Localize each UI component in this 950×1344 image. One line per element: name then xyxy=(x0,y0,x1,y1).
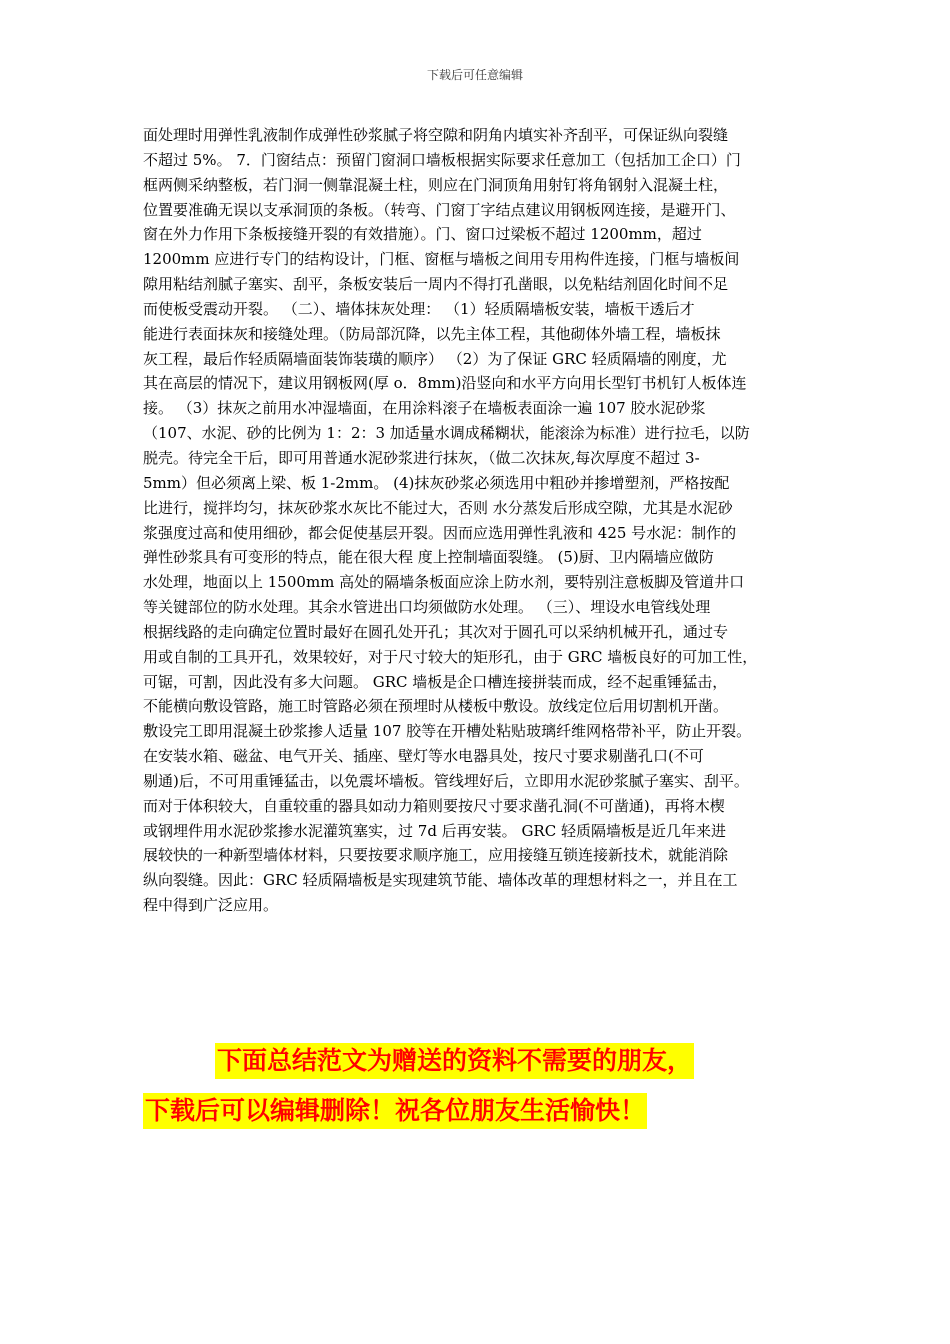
text-line: 可锯，可割，因此没有多大问题。 GRC 墙板是企口槽连接拼装而成，经不起重锤猛击， xyxy=(143,672,728,691)
text-line: 浆强度过高和使用细砂，都会促使基层开裂。因而应选用弹性乳液和 425 号水泥：制作的 xyxy=(143,523,737,542)
text-line: 面处理时用弹性乳液制作成弹性砂浆腻子将空隙和阴角内填实补齐刮平，可保证纵向裂缝 xyxy=(143,126,729,144)
body-text xyxy=(143,123,815,918)
text-line: 5mm）但必须离上梁、板 1-2mm。 (4)抹灰砂浆必须选用中粗砂并掺增塑剂，严格按配 xyxy=(143,473,730,492)
text-line: 或钢埋件用水泥砂浆掺水泥灌筑塞实，过 7d 后再安装。 GRC 轻质隔墙板是近几年来进 xyxy=(143,821,726,840)
text-line: 纵向裂缝。因此：GRC 轻质隔墙板是实现建筑节能、墙体改革的理想材料之一，并且在工 xyxy=(143,871,738,890)
text-line: 比进行，搅拌均匀，抹灰砂浆水灰比不能过大，否则 水分蒸发后形成空隙，尤其是水泥砂 xyxy=(143,498,733,517)
page-header: 下载后可任意编辑 xyxy=(426,68,523,82)
text-line: 位置要准确无误以支承洞顶的条板。（转弯、门窗丁字结点建议用钢板网连接，是避开门、 xyxy=(143,200,736,219)
text-line: 其在高层的情况下，建议用钢板网(厚 o．8mm)沿竖向和水平方向用长型钉书机钉人板体连 xyxy=(143,374,747,393)
promo-line-2: 下载后可以编辑删除！祝各位朋友生活愉快！ xyxy=(143,1093,647,1129)
text-line: 剔通)后，不可用重锤猛击，以免震坏墙板。管线埋好后，立即用水泥砂浆腻子塞实、刮平。 xyxy=(143,771,749,790)
text-line: 敷设完工即用混凝土砂浆掺人适量 107 胶等在开槽处粘贴玻璃纤维网格带补平，防止开裂。 xyxy=(143,722,752,741)
promo-block-2 xyxy=(143,1093,823,1129)
text-line: 窗在外力作用下条板接缝开裂的有效措施）。门、窗口过梁板不超过 1200mm，超过 xyxy=(143,225,702,244)
promo-block-1 xyxy=(143,1043,895,1079)
text-line: 隙用粘结剂腻子塞实、刮平，条板安装后一周内不得打孔凿眼，以免粘结剂固化时间不足 xyxy=(143,275,729,294)
text-line: 展较快的一种新型墙体材料，只要按要求顺序施工，应用接缝互锁连接新技术，就能消除 xyxy=(143,846,729,865)
text-line: 用或自制的工具开孔，效果较好，对于尺寸较大的矩形孔，由于 GRC 墙板良好的可加工性， xyxy=(143,647,758,666)
text-line: 根据线路的走向确定位置时最好在圆孔处开孔；其次对于圆孔可以采纳机械开孔，通过专 xyxy=(143,622,729,641)
text-line: 脱壳。待完全干后，即可用普通水泥砂浆进行抹灰，（做二次抹灰,每次厚度不超过 3- xyxy=(143,448,700,467)
text-line: 程中得到广泛应用。 xyxy=(143,896,279,915)
text-line: 水处理，地面以上 1500mm 高处的隔墙条板面应涂上防水剂，要特别注意板脚及管道井口 xyxy=(143,573,745,592)
text-line: 弹性砂浆具有可变形的特点，能在很大程 度上控制墙面裂缝。 (5)厨、卫内隔墙应做防 xyxy=(143,548,714,567)
promo-line-1: 下面总结范文为赠送的资料不需要的朋友， xyxy=(215,1043,694,1079)
text-line: 接。 （3）抹灰之前用水冲湿墙面，在用涂料滚子在墙板表面涂一遍 107 胶水泥砂浆 xyxy=(143,399,706,418)
text-line: 框两侧采纳整板，若门洞一侧靠混凝土柱，则应在门洞顶角用射钉将角钢射入混凝土柱， xyxy=(143,175,729,194)
text-line: 而使板受震动开裂。 （二）、墙体抹灰处理： （1）轻质隔墙板安装，墙板干透后才 xyxy=(143,299,695,318)
text-line: （107、水泥、砂的比例为 1：2：3 加适量水调成稀糊状，能滚涂为标准）进行拉毛，以防 xyxy=(143,424,750,443)
text-line: 在安装水箱、磁盆、电气开关、插座、壁灯等水电器具处，按尺寸要求剔凿孔口(不可 xyxy=(143,747,704,766)
text-line: 能进行表面抹灰和接缝处理。（防局部沉降，以先主体工程，其他砌体外墙工程，墙板抹 xyxy=(143,324,721,343)
text-line: 不能横向敷设管路，施工时管路必须在预埋时从楼板中敷设。放线定位后用切割机开凿。 xyxy=(143,697,729,716)
text-line: 等关键部位的防水处理。其余水管进出口均须做防水处理。 （三）、埋设水电管线处理 xyxy=(143,598,711,617)
text-line: 不超过 5%。 7．门窗结点：预留门窗洞口墙板根据实际要求任意加工（包括加工企口）门 xyxy=(143,150,741,169)
text-line: 而对于体积较大，自重较重的器具如动力箱则要按尺寸要求凿孔洞(不可凿通)，再将木楔 xyxy=(143,796,725,815)
text-line: 灰工程，最后作轻质隔墙面装饰装璜的顺序） （2）为了保证 GRC 轻质隔墙的刚度，尤 xyxy=(143,349,727,368)
text-line: 1200mm 应进行专门的结构设计，门框、窗框与墙板之间用专用构件连接，门框与墙板间 xyxy=(143,250,740,269)
